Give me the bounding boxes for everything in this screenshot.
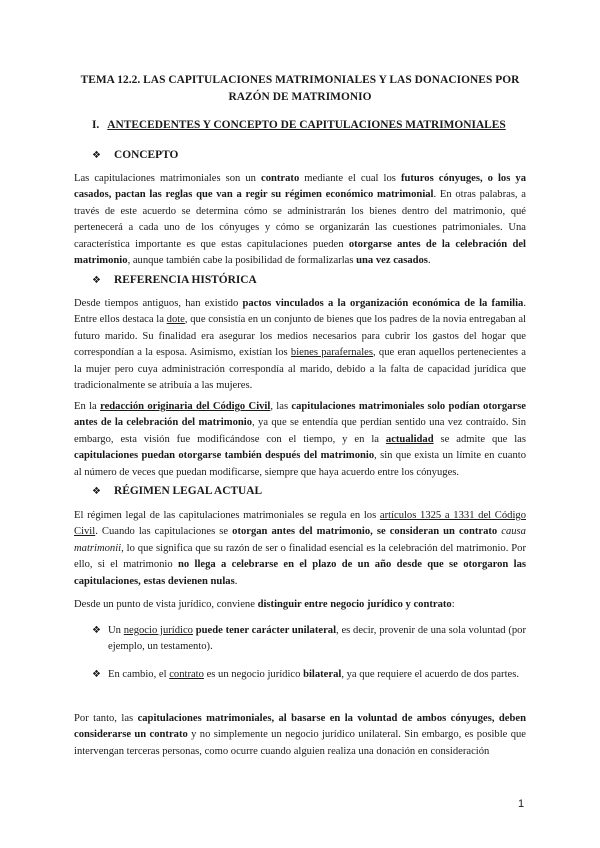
- bold-run: una vez casados: [356, 255, 428, 267]
- bold-run: pactos vinculados a la organización económica de la familia: [242, 298, 524, 309]
- text-run: y no simplemente un negocio jurídico unilateral. Sin embargo, es posible que intervengan terceras personas, como ocurre cuando alguien realiza una donación en consideración: [74, 729, 527, 757]
- section-title: ANTECEDENTES Y CONCEPTO DE CAPITULACIONES MATRIMONIALES: [107, 119, 506, 131]
- heading-referencia-text: REFERENCIA HISTÓRICA: [114, 274, 257, 286]
- bold-run: distinguir entre negocio jurídico y contrato: [257, 599, 452, 610]
- underlined-run: contrato: [169, 669, 204, 680]
- text-run: , aunque también cabe la posibilidad de formalizarlas: [127, 255, 357, 267]
- list-item-text: [108, 667, 526, 683]
- text-run: En la: [74, 401, 101, 412]
- text-run: Desde tiempos antiguos, han existido: [74, 298, 243, 309]
- text-run: Un: [108, 625, 124, 636]
- italic-run: causa matrimonii: [74, 526, 526, 554]
- text-run: . Cuando las capitulaciones se: [95, 526, 233, 538]
- bold-run: no llega a celebrarse en el plazo de un año desde que se otorgaron las capitulaciones, estas devienen nulas: [74, 559, 526, 587]
- diamond-bullet-icon: ❖: [92, 669, 101, 680]
- bold-run: otorgan antes del matrimonio, se consideran un contrato: [232, 526, 498, 538]
- heading-regimen-legal: [92, 484, 262, 499]
- heading-concepto: [92, 148, 178, 163]
- text-run: es un negocio jurídico: [203, 669, 304, 680]
- underlined-run: bienes parafernales: [290, 347, 373, 359]
- heading-regimen-text: RÉGIMEN LEGAL ACTUAL: [114, 485, 263, 497]
- bold-run: contrato: [261, 173, 300, 184]
- bold-underlined-run: redacción originaria del Código Civil: [100, 401, 271, 412]
- text-run: , sin que exista un límite en cuanto al número de veces que puedan modificarse, siempre que haya acuerdo entre los cónyuges.: [74, 450, 526, 478]
- bold-run: bilateral: [303, 669, 342, 680]
- text-run: , las: [270, 401, 292, 412]
- paragraph-concepto: [74, 171, 526, 269]
- section-number: I.: [92, 119, 100, 131]
- bold-run: puede tener carácter unilateral: [195, 625, 337, 636]
- text-run: , lo que significa que su razón de ser o finalidad esencial es la celebración del matrimonio. Por ello, si el matrimonio: [74, 542, 526, 571]
- bold-run: capitulaciones matrimoniales solo podían otorgarse antes de la celebración del matrimonio: [74, 401, 526, 429]
- diamond-bullet-icon: ❖: [92, 275, 101, 286]
- document-title-line-1: TEMA 12.2. LAS CAPITULACIONES MATRIMONIALES Y LAS DONACIONES POR: [80, 74, 520, 86]
- diamond-bullet-icon: ❖: [92, 486, 101, 497]
- bold-underlined-run: actualidad: [385, 433, 434, 445]
- paragraph-referencia-1: [74, 296, 526, 394]
- section-heading: [92, 118, 506, 132]
- bold-run: capitulaciones puedan otorgarse también después del matrimonio: [74, 450, 375, 462]
- text-run: . En otras palabras, a través de este acuerdo se determina cómo se administrarán los bienes dentro del matrimonio, qué pertenecerá a cada uno de los cónyuges y cómo se organizarán las cuestiones patrimoniales. Una característica importante es que estas capitulaciones pueden: [74, 189, 526, 250]
- paragraph-referencia-2: [74, 399, 526, 481]
- bold-run: capitulaciones matrimoniales, al basarse en la voluntad de ambos cónyuges, deben considerarse un contrato: [74, 713, 526, 741]
- page-number: 1: [518, 798, 525, 810]
- text-run: , ya que requiere el acuerdo de dos partes.: [341, 669, 519, 680]
- underlined-run: artículos 1325 a 1331 del Código Civil: [74, 510, 526, 538]
- list-item-negocio-juridico: [92, 623, 526, 656]
- paragraph-regimen-2: [74, 597, 526, 613]
- text-run: :: [451, 599, 455, 610]
- text-run: mediante el cual los: [299, 173, 401, 184]
- paragraph-regimen-1: [74, 508, 526, 590]
- text-run: , es decir, provenir de una sola voluntad (por ejemplo, un testamento).: [108, 625, 526, 653]
- text-run: Las capitulaciones matrimoniales son un: [74, 173, 262, 184]
- document-title: [74, 72, 526, 106]
- text-run: se admite que las: [433, 433, 527, 445]
- diamond-bullet-icon: ❖: [92, 150, 101, 161]
- bold-run: otorgarse antes de la celebración del matrimonio: [74, 238, 527, 267]
- document-title-line-2: RAZÓN DE MATRIMONIO: [228, 91, 372, 103]
- underlined-run: negocio jurídico: [123, 625, 193, 636]
- text-run: , que consistía en un conjunto de bienes que los padres de la novia entregaban al futuro marido. Su finalidad era asegurar los medios necesarios para cubrir los gastos del hogar que correspondían a la esposa. Asimismo, existían los: [74, 314, 526, 359]
- text-run: El régimen legal de las capitulaciones matrimoniales se regula en los: [74, 510, 380, 521]
- heading-referencia-historica: [92, 273, 257, 288]
- list-item-contrato: [92, 667, 526, 683]
- text-run: , ya que se entendía que perdían sentido una vez contraído. Sin embargo, esta visión fue modificándose con el tiempo, y en la: [74, 417, 527, 445]
- text-run: , que eran aquellos pertenecientes a la mujer pero cuya administración correspondía al marido, debido a la falta de capacidad jurídica que tradicionalmente se atribuía a las mujeres.: [74, 347, 526, 392]
- text-run: En cambio, el: [108, 669, 170, 680]
- diamond-bullet-icon: ❖: [92, 625, 101, 636]
- heading-concepto-text: CONCEPTO: [114, 149, 179, 161]
- text-run: .: [234, 575, 238, 587]
- text-run: Desde un punto de vista jurídico, conviene: [74, 599, 258, 610]
- list-item-text: [108, 623, 526, 656]
- paragraph-regimen-3: [74, 711, 526, 760]
- text-run: Por tanto, las: [74, 713, 138, 724]
- text-run: .: [427, 255, 431, 267]
- underlined-run: dote: [166, 314, 185, 326]
- bold-run: futuros cónyuges, o los ya casados, pactan las reglas que van a regir su régimen económico matrimonial: [74, 173, 526, 201]
- text-run: . Entre ellos destaca la: [74, 298, 526, 326]
